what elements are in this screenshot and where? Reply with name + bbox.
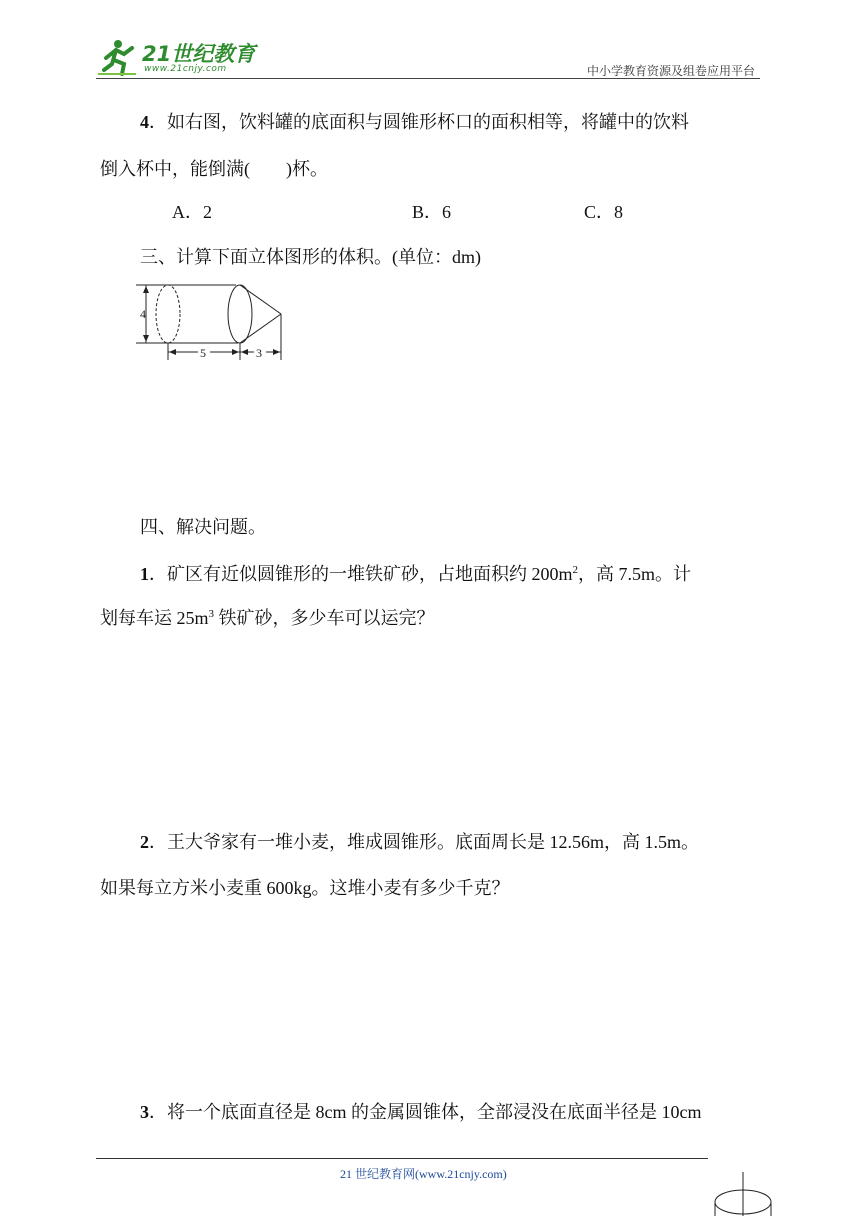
p1-line1	[140, 562, 691, 586]
p1-line2	[100, 606, 435, 630]
p2-line1	[140, 830, 699, 854]
q4-option-a: A．2	[172, 202, 212, 222]
section3-title: 三、计算下面立体图形的体积。(单位：dm)	[140, 247, 481, 267]
figure-height-label: 4	[140, 307, 146, 321]
p3-number: 3	[140, 1102, 149, 1122]
site-logo	[96, 36, 256, 78]
p1-text-b: ，高 7.5m。计	[578, 564, 692, 584]
cylinder-partial-figure	[712, 1172, 782, 1216]
header-platform-text: 中小学教育资源及组卷应用平台	[586, 64, 755, 78]
header-divider	[96, 78, 760, 79]
p1-sup-2: 2	[572, 564, 578, 576]
p1-sup-3: 3	[208, 608, 215, 620]
p1-number: 1	[140, 564, 149, 584]
q4-line1	[140, 110, 689, 134]
footer-text: 21 世纪教育网(www.21cnjy.com)	[340, 1167, 507, 1181]
p3-line1	[140, 1100, 701, 1124]
p2-number: 2	[140, 832, 149, 852]
p1-line2-a: 划每车运 25m	[100, 608, 209, 628]
p2-text-line2: 如果每立方米小麦重 600kg。这堆小麦有多少千克？	[100, 878, 510, 898]
logo-text: 21世纪教育	[142, 42, 256, 66]
section4-title: 四、解决问题。	[140, 517, 266, 537]
figure-cylinder-length-label: 5	[200, 346, 206, 360]
q4-text-line2: 倒入杯中，能倒满( )杯。	[100, 159, 328, 179]
p1-text-a: ．矿区有近似圆锥形的一堆铁矿砂，占地面积约 200m	[149, 564, 573, 584]
cylinder-cone-figure	[136, 280, 286, 362]
p3-text-line1: ．将一个底面直径是 8cm 的金属圆锥体，全部浸没在底面半径是 10cm	[149, 1102, 702, 1122]
q4-option-c: C．8	[584, 202, 624, 222]
footer-divider	[96, 1158, 708, 1159]
figure-cone-length-label: 3	[256, 346, 262, 360]
q4-text-line1: ．如右图，饮料罐的底面积与圆锥形杯口的面积相等，将罐中的饮料	[149, 112, 689, 132]
q4-number: 4	[140, 112, 149, 132]
logo-url: www.21cnjy.com	[144, 64, 227, 74]
p1-line2-b: 铁矿砂，多少车可以运完？	[214, 608, 435, 628]
q4-option-b: B．6	[412, 202, 452, 222]
p2-text-line1: ．王大爷家有一堆小麦，堆成圆锥形。底面周长是 12.56m，高 1.5m。	[149, 832, 699, 852]
